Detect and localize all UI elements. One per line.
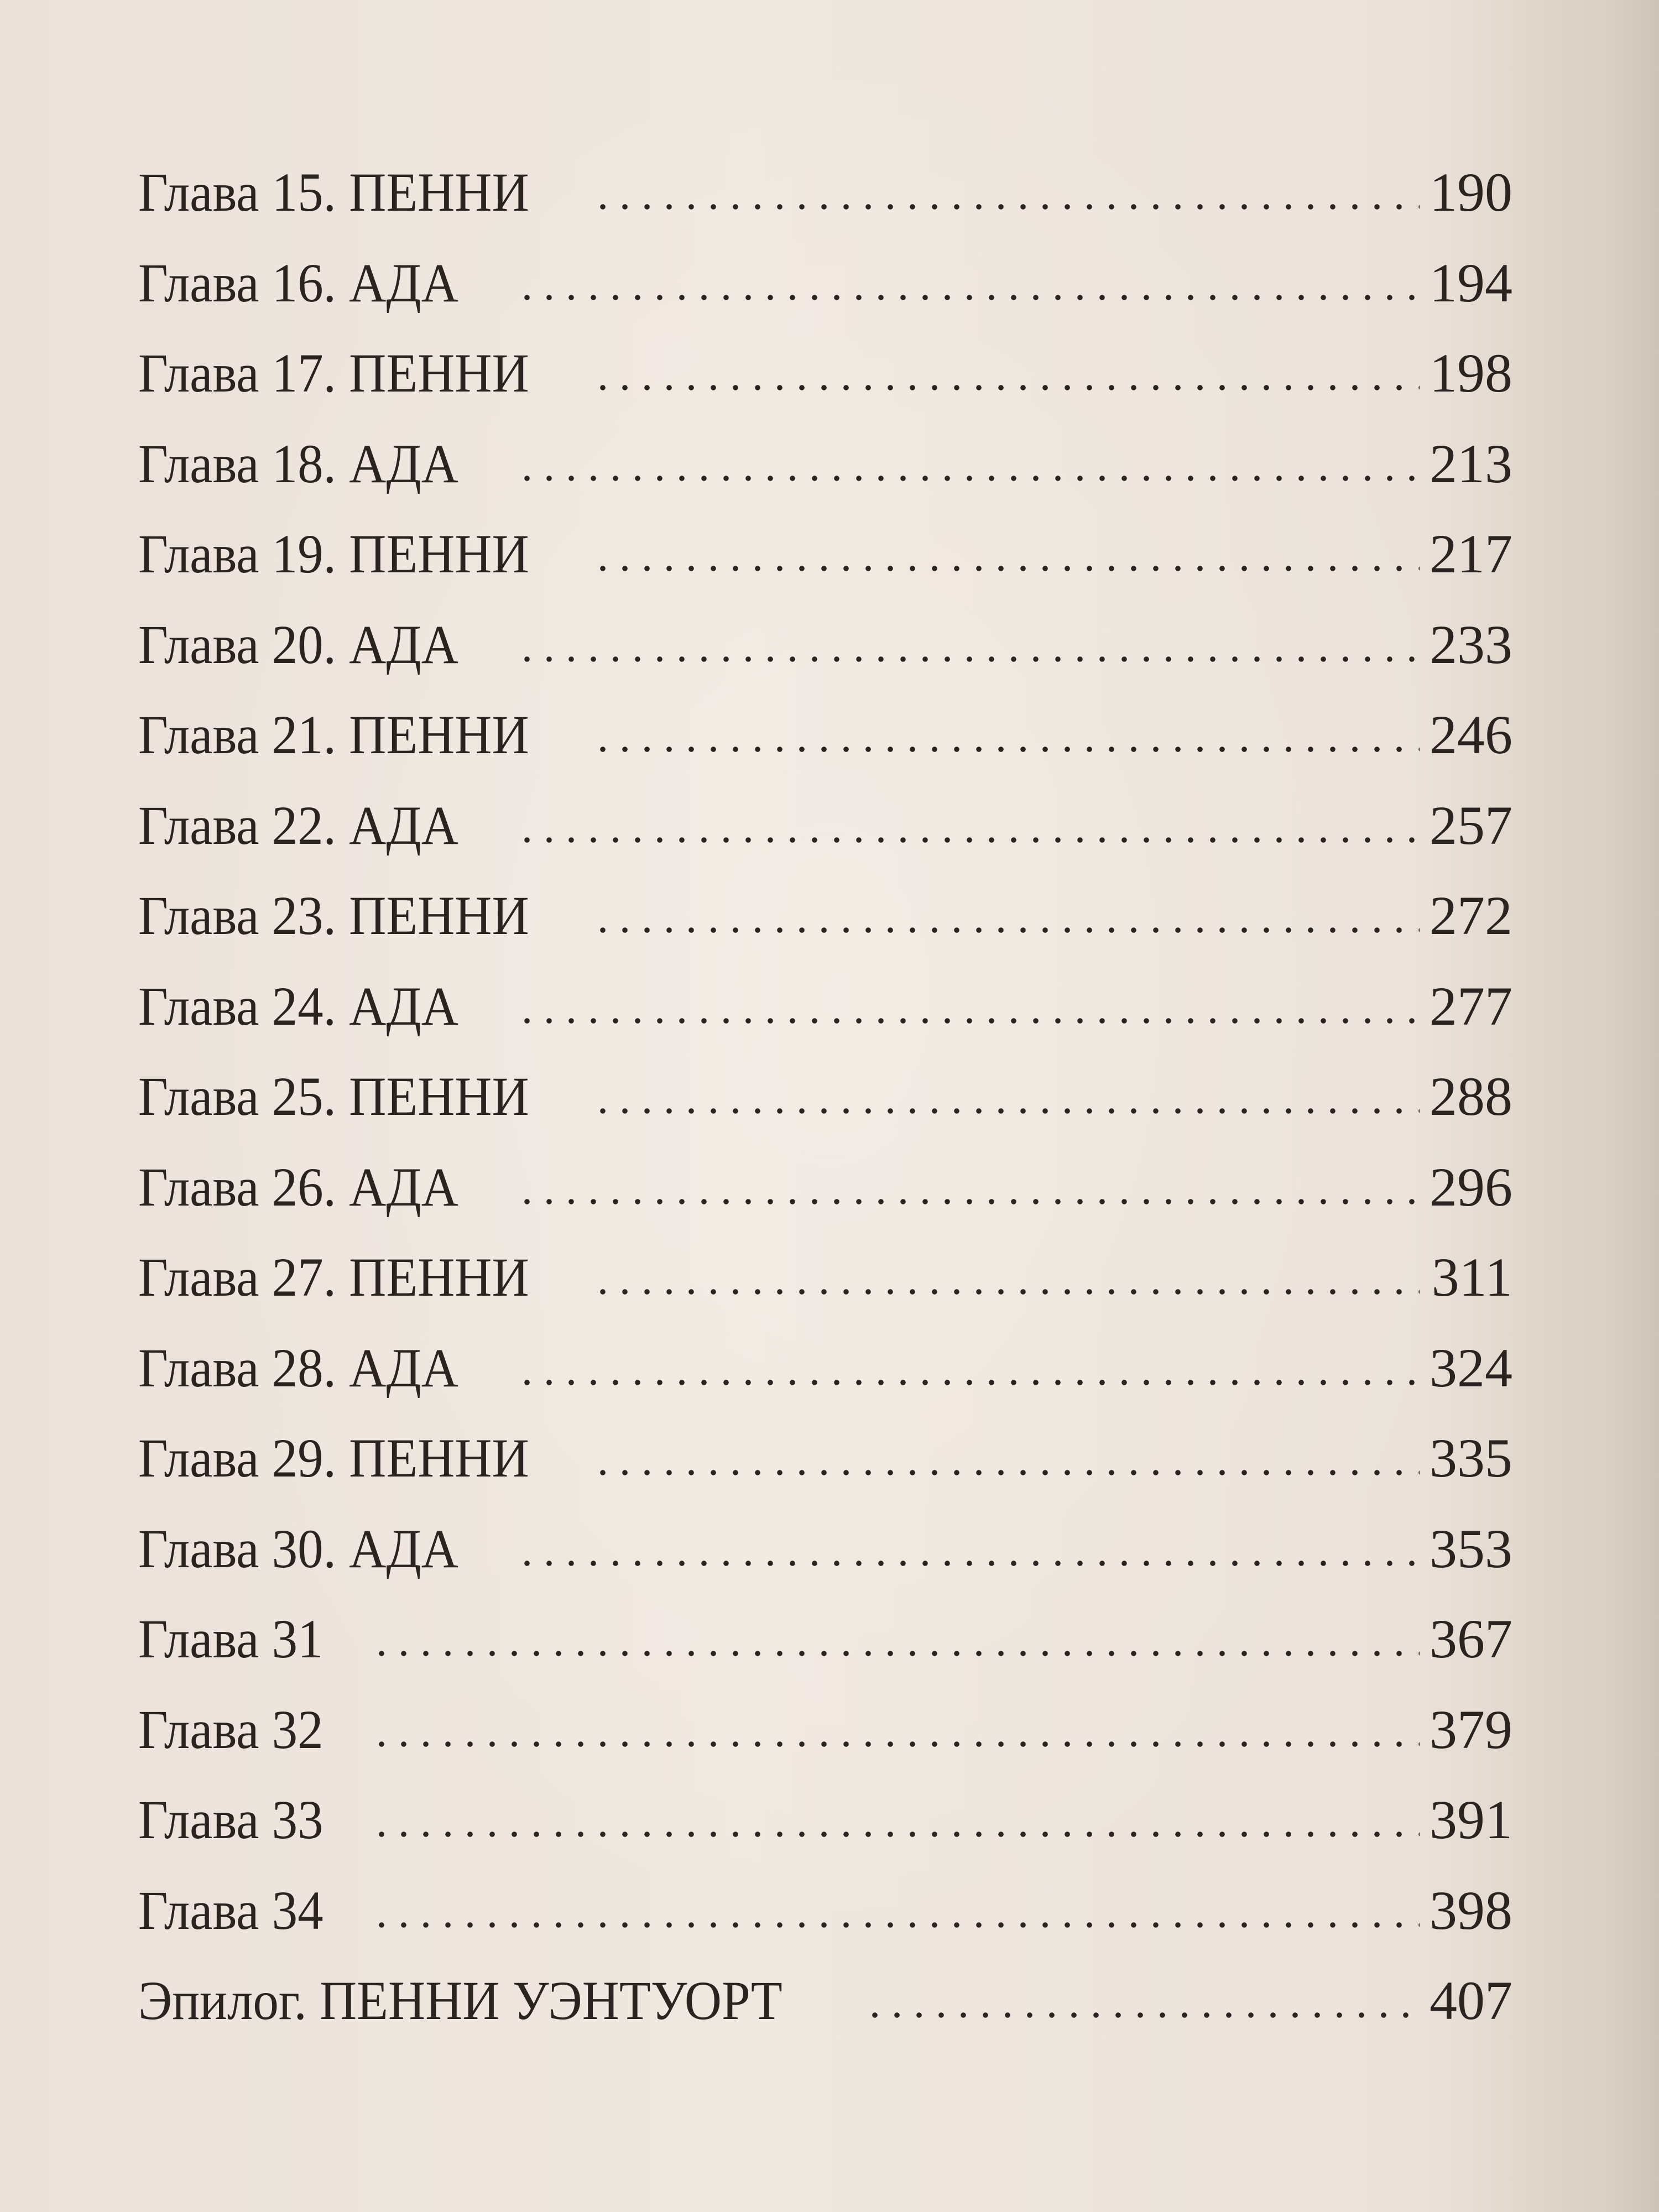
- toc-entry: [138, 160, 1512, 251]
- dot-leader: [592, 565, 1420, 572]
- toc-entry-page-number: 277: [1430, 975, 1512, 1037]
- dot-leader: [592, 203, 1420, 211]
- dot-leader: [592, 1288, 1420, 1296]
- toc-entry-page-number: 272: [1430, 885, 1512, 946]
- toc-entry: [138, 522, 1512, 613]
- toc-entry-page-number: 367: [1430, 1608, 1512, 1670]
- toc-entry-title: Глава 31: [138, 1608, 324, 1670]
- dot-leader: [592, 1469, 1420, 1477]
- toc-entry: [138, 613, 1512, 703]
- toc-entry-title: Глава 22. АДА: [138, 794, 458, 856]
- toc-entry: [138, 794, 1512, 884]
- toc-entry-page-number: 311: [1431, 1246, 1512, 1308]
- toc-entry-page-number: 407: [1430, 1970, 1512, 2031]
- toc-entry-title: Глава 26. АДА: [138, 1156, 458, 1218]
- toc-entry-title: Глава 23. ПЕННИ: [138, 885, 529, 946]
- toc-entry-page-number: 194: [1430, 252, 1512, 314]
- toc-entry-title: Глава 30. АДА: [138, 1517, 458, 1579]
- toc-entry-page-number: 398: [1430, 1879, 1512, 1941]
- toc-entry-page-number: 391: [1430, 1789, 1512, 1850]
- toc-entry: [138, 1607, 1512, 1698]
- toc-entry-page-number: 324: [1430, 1337, 1512, 1399]
- toc-entry: [138, 1336, 1512, 1427]
- toc-entry-title: Эпилог. ПЕННИ УЭНТУОРТ: [138, 1970, 782, 2031]
- toc-entry-page-number: 257: [1430, 794, 1512, 856]
- toc-entry-title: Глава 32: [138, 1698, 324, 1760]
- toc-entry-page-number: 217: [1430, 523, 1512, 585]
- toc-entry: [138, 974, 1512, 1065]
- toc-entry-title: Глава 29. ПЕННИ: [138, 1427, 529, 1489]
- toc-entry-title: Глава 33: [138, 1789, 324, 1850]
- toc-entry: [138, 1788, 1512, 1879]
- toc-entry-title: Глава 28. АДА: [138, 1337, 458, 1399]
- dot-leader: [371, 1650, 1420, 1657]
- toc-entry-page-number: 296: [1430, 1156, 1512, 1218]
- dot-leader: [592, 1107, 1420, 1115]
- dot-leader: [592, 384, 1420, 392]
- toc-entry-page-number: 353: [1430, 1517, 1512, 1579]
- dot-leader: [516, 474, 1420, 482]
- toc-entry-page-number: 288: [1430, 1066, 1512, 1127]
- toc-entry-page-number: 190: [1430, 161, 1512, 223]
- toc-entry-page-number: 379: [1430, 1698, 1512, 1760]
- toc-entry-title: Глава 20. АДА: [138, 613, 458, 675]
- toc-entry-page-number: 335: [1430, 1427, 1512, 1489]
- toc-entry: [138, 1155, 1512, 1246]
- dot-leader: [371, 1740, 1420, 1748]
- dot-leader: [516, 1379, 1420, 1386]
- dot-leader: [516, 836, 1420, 844]
- toc-entry-title: Глава 17. ПЕННИ: [138, 342, 529, 404]
- toc-entry: [138, 251, 1512, 342]
- toc-entry-title: Глава 34: [138, 1879, 324, 1941]
- toc-entry: [138, 341, 1512, 432]
- toc-entry: [138, 1245, 1512, 1336]
- toc-entry-epilogue: [138, 1969, 1512, 2059]
- table-of-contents: [138, 160, 1512, 2059]
- toc-entry-page-number: 198: [1430, 342, 1512, 404]
- dot-leader: [371, 1830, 1420, 1838]
- toc-entry-title: Глава 27. ПЕННИ: [138, 1246, 529, 1308]
- dot-leader: [592, 926, 1420, 934]
- toc-entry-title: Глава 21. ПЕННИ: [138, 704, 529, 765]
- toc-entry-page-number: 213: [1430, 432, 1512, 494]
- toc-entry: [138, 1517, 1512, 1608]
- toc-entry-title: Глава 18. АДА: [138, 432, 458, 494]
- dot-leader: [516, 1559, 1420, 1567]
- toc-entry-title: Глава 25. ПЕННИ: [138, 1066, 529, 1127]
- dot-leader: [516, 1198, 1420, 1206]
- dot-leader: [592, 745, 1420, 753]
- dot-leader: [516, 294, 1420, 301]
- toc-entry: [138, 884, 1512, 974]
- toc-entry-page-number: 246: [1430, 704, 1512, 765]
- toc-entry: [138, 1879, 1512, 1969]
- dot-leader: [516, 1017, 1420, 1025]
- toc-entry-title: Глава 15. ПЕННИ: [138, 161, 529, 223]
- toc-entry: [138, 1065, 1512, 1155]
- toc-entry: [138, 703, 1512, 794]
- toc-entry: [138, 432, 1512, 523]
- dot-leader: [516, 655, 1420, 663]
- toc-entry: [138, 1426, 1512, 1517]
- toc-entry-title: Глава 24. АДА: [138, 975, 458, 1037]
- toc-entry: [138, 1698, 1512, 1788]
- toc-entry-page-number: 233: [1430, 613, 1512, 675]
- dot-leader: [864, 2011, 1420, 2019]
- dot-leader: [371, 1921, 1420, 1929]
- toc-entry-title: Глава 19. ПЕННИ: [138, 523, 529, 585]
- toc-entry-title: Глава 16. АДА: [138, 252, 458, 314]
